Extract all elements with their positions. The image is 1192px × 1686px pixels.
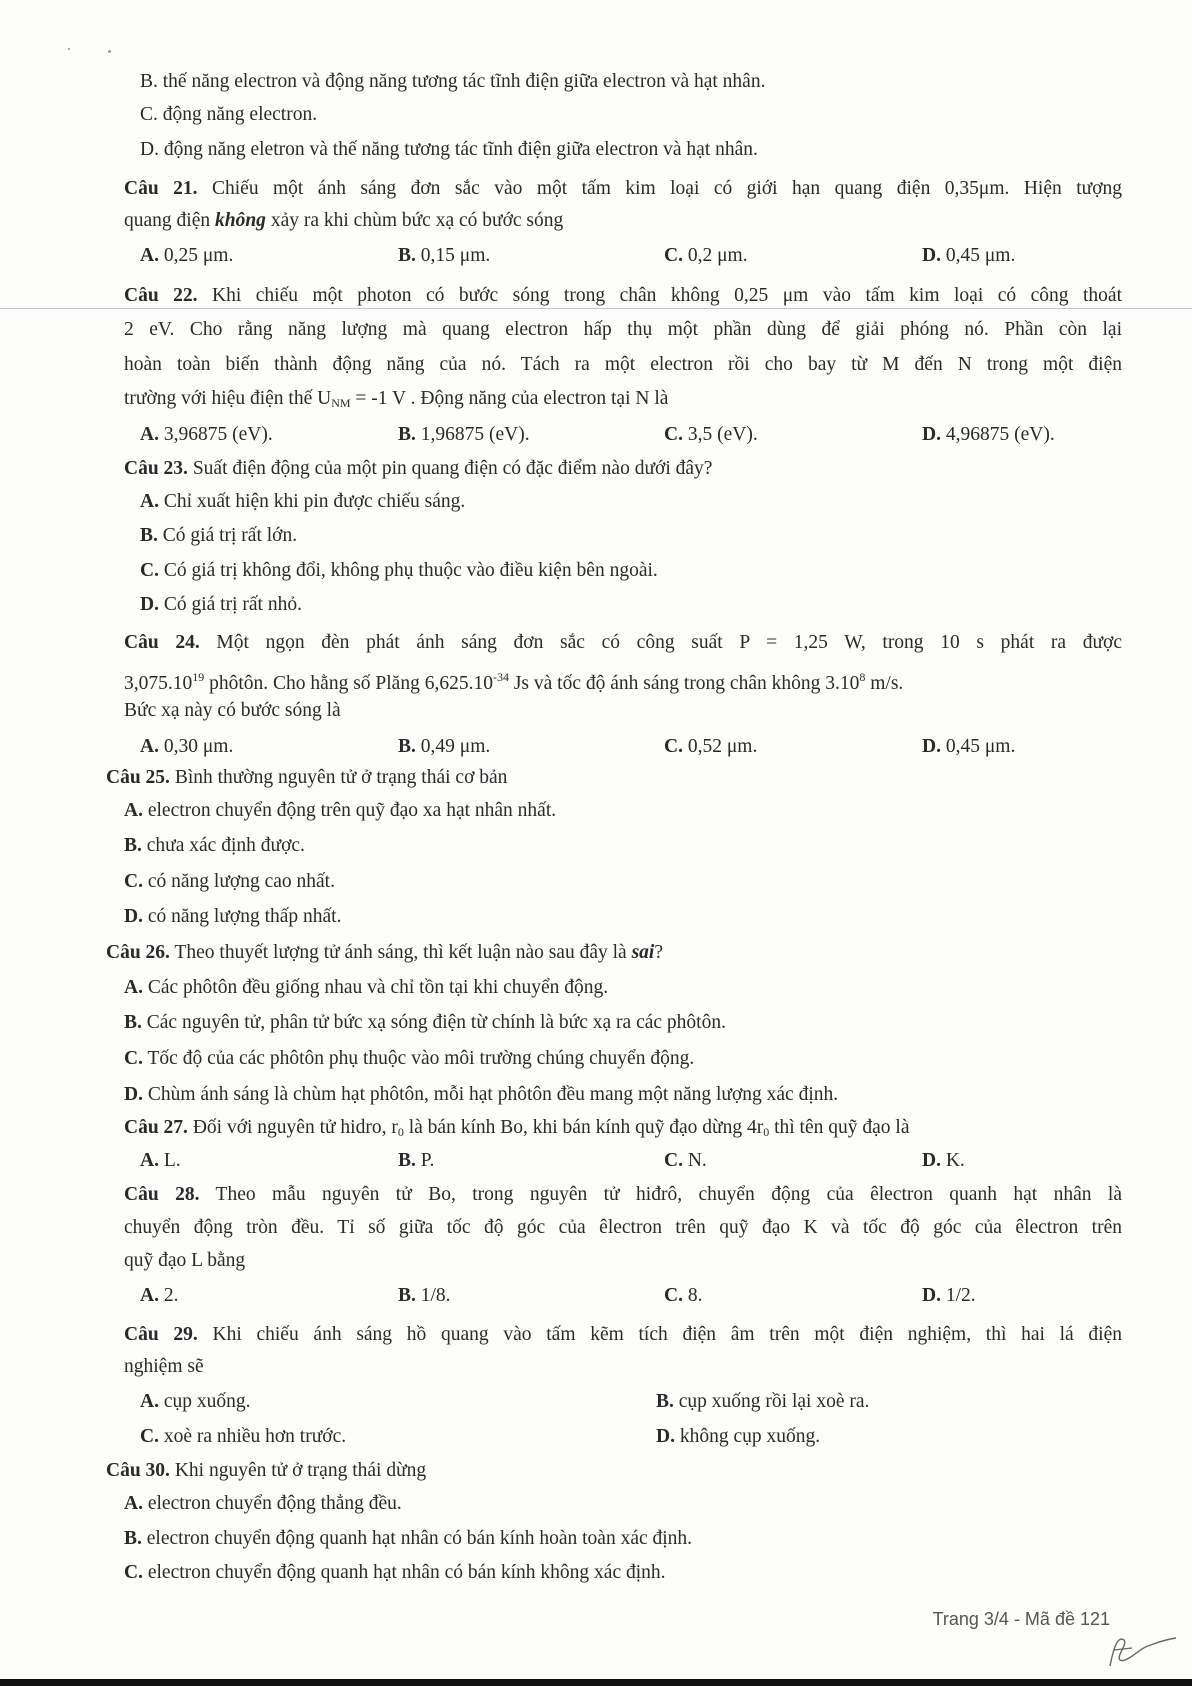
question-number: Câu 22. — [124, 285, 198, 306]
question-28-line3: quỹ đạo L bằng — [124, 1250, 246, 1271]
option-d: D. không cụp xuống. — [656, 1426, 821, 1447]
option-c: C. xoè ra nhiều hơn trước. — [140, 1426, 347, 1447]
option-c: C. 3,5 (eV). — [664, 424, 758, 445]
question-28-line2: chuyển động tròn đều. Tỉ số giữa tốc độ góc của êlectron trên quỹ đạo K và tốc độ góc của êlectron trên — [124, 1217, 1122, 1238]
option-d: D. K. — [922, 1150, 965, 1171]
option-b: B. P. — [398, 1150, 435, 1171]
option-a: A. Chỉ xuất hiện khi pin được chiếu sáng. — [140, 491, 466, 512]
question-21 — [124, 177, 1122, 201]
question-text: quang điện — [124, 210, 211, 231]
option-c: C. electron chuyển động quanh hạt nhân có bán kính không xác định. — [124, 1562, 666, 1583]
question-29-line2: nghiệm sẽ — [124, 1356, 204, 1377]
question-28: Câu 28. Theo mẫu nguyên tử Bo, trong nguyên tử hiđrô, chuyển động của êlectron quanh hạt nhân là — [124, 1184, 1122, 1205]
question-number: Câu 21. — [124, 178, 198, 199]
signature-mark — [1100, 1626, 1180, 1676]
option-d: D. 0,45 μm. — [922, 245, 1016, 266]
option-a: A. cụp xuống. — [140, 1391, 251, 1412]
question-30: Câu 30. Khi nguyên tử ở trạng thái dừng — [106, 1460, 427, 1481]
option-b: B. Có giá trị rất lớn. — [140, 525, 298, 546]
question-text: Khi chiếu một photon có bước sóng trong chân không 0,25 μm vào tấm kim loại có công thoát — [212, 285, 1122, 306]
option-c: C. 0,2 μm. — [664, 245, 748, 266]
option-a: A. 2. — [140, 1285, 179, 1306]
question-24-line2: 3,075.10$^{19}$ phôtôn. Cho hằng số Plăng $6,625.10^{-34}$ Js và tốc độ ánh sáng trong chân không 3.10$^8$ m/s. — [124, 670, 904, 694]
question-22 — [124, 284, 1122, 308]
option-d: D. 1/2. — [922, 1285, 976, 1306]
question-22-line3: hoàn toàn biến thành động năng của nó. Tách ra một electron rồi cho bay từ M đến N trong một điện — [124, 354, 1122, 375]
option-d: D. có năng lượng thấp nhất. — [124, 906, 342, 927]
scan-speck — [108, 50, 111, 53]
option-a: A. L. — [140, 1150, 181, 1171]
option-b: B. 1,96875 (eV). — [398, 424, 530, 445]
question-26: Câu 26. Theo thuyết lượng tử ánh sáng, thì kết luận nào sau đây là sai? — [106, 942, 663, 963]
question-21-line2 — [124, 209, 563, 233]
option-c: C. có năng lượng cao nhất. — [124, 871, 335, 892]
option-a: A. electron chuyển động thẳng đều. — [124, 1493, 402, 1514]
scan-rule-line — [0, 308, 1192, 309]
option-c: C. 0,52 μm. — [664, 736, 758, 757]
option-c: C. Có giá trị không đổi, không phụ thuộc vào điều kiện bên ngoài. — [140, 560, 658, 581]
question-22-line2: 2 eV. Cho rằng năng lượng mà quang electron hấp thụ một phần dùng để giải phóng nó. Phần còn lại — [124, 319, 1122, 340]
option-b: B. electron chuyển động quanh hạt nhân có bán kính hoàn toàn xác định. — [124, 1528, 693, 1549]
option-a: A. 3,96875 (eV). — [140, 424, 273, 445]
option-b: B. 0,49 μm. — [398, 736, 491, 757]
question-text: xảy ra khi chùm bức xạ có bước sóng — [270, 210, 564, 231]
option-line: D. động năng eletron và thế năng tương tác tĩnh điện giữa electron và hạt nhân. — [140, 139, 758, 160]
option-d: D. 4,96875 (eV). — [922, 424, 1055, 445]
question-29: Câu 29. Khi chiếu ánh sáng hồ quang vào tấm kẽm tích điện âm trên một điện nghiệm, thì hai lá điện — [124, 1324, 1123, 1345]
question-24: Câu 24. Một ngọn đèn phát ánh sáng đơn sắc có công suất P = 1,25 W, trong 10 s phát ra được — [124, 632, 1123, 653]
negation-word: không — [214, 210, 266, 231]
option-line: B. thế năng electron và động năng tương tác tĩnh điện giữa electron và hạt nhân. — [140, 71, 766, 92]
option-b: B. Các nguyên tử, phân tử bức xạ sóng điện từ chính là bức xạ ra các phôtôn. — [124, 1012, 726, 1033]
option-d: D. Có giá trị rất nhỏ. — [140, 594, 302, 615]
option-b: B. chưa xác định được. — [124, 835, 305, 856]
question-27: Câu 27. Đối với nguyên tử hidro, $r_0$ là bán kính Bo, khi bán kính quỹ đạo dừng $4r_0$ thì tên quỹ đạo là — [124, 1117, 910, 1139]
option-d: D. 0,45 μm. — [922, 736, 1016, 757]
option-c: C. 8. — [664, 1285, 703, 1306]
question-22-line4: trường với hiệu điện thế $U_{NM} = -1$ V . Động năng của electron tại N là — [124, 388, 669, 410]
option-b: B. 1/8. — [398, 1285, 451, 1306]
page-footer: Trang 3/4 - Mã đề 121 — [932, 1609, 1110, 1629]
question-25: Câu 25. Bình thường nguyên tử ở trạng thái cơ bản — [106, 767, 508, 788]
option-c: C. Tốc độ của các phôtôn phụ thuộc vào môi trường chúng chuyển động. — [124, 1048, 695, 1069]
option-d: D. Chùm ánh sáng là chùm hạt phôtôn, mỗi hạt phôtôn đều mang một năng lượng xác định. — [124, 1084, 839, 1105]
option-b: B. 0,15 μm. — [398, 245, 491, 266]
option-a: A. 0,25 μm. — [140, 245, 234, 266]
option-a: A. 0,30 μm. — [140, 736, 234, 757]
option-b: B. cụp xuống rồi lại xoè ra. — [656, 1391, 870, 1412]
question-text: Chiếu một ánh sáng đơn sắc vào một tấm kim loại có giới hạn quang điện 0,35μm. Hiện tượng — [211, 178, 1123, 199]
option-a: A. Các phôtôn đều giống nhau và chỉ tồn tại khi chuyển động. — [124, 977, 609, 998]
scan-speck — [68, 48, 70, 50]
question-23: Câu 23. Suất điện động của một pin quang điện có đặc điểm nào dưới đây? — [124, 458, 713, 479]
scan-bottom-edge — [0, 1679, 1192, 1686]
option-a: A. electron chuyển động trên quỹ đạo xa hạt nhân nhất. — [124, 800, 557, 821]
option-line: C. động năng electron. — [140, 104, 318, 125]
question-24-line3: Bức xạ này có bước sóng là — [124, 700, 341, 721]
option-c: C. N. — [664, 1150, 707, 1171]
